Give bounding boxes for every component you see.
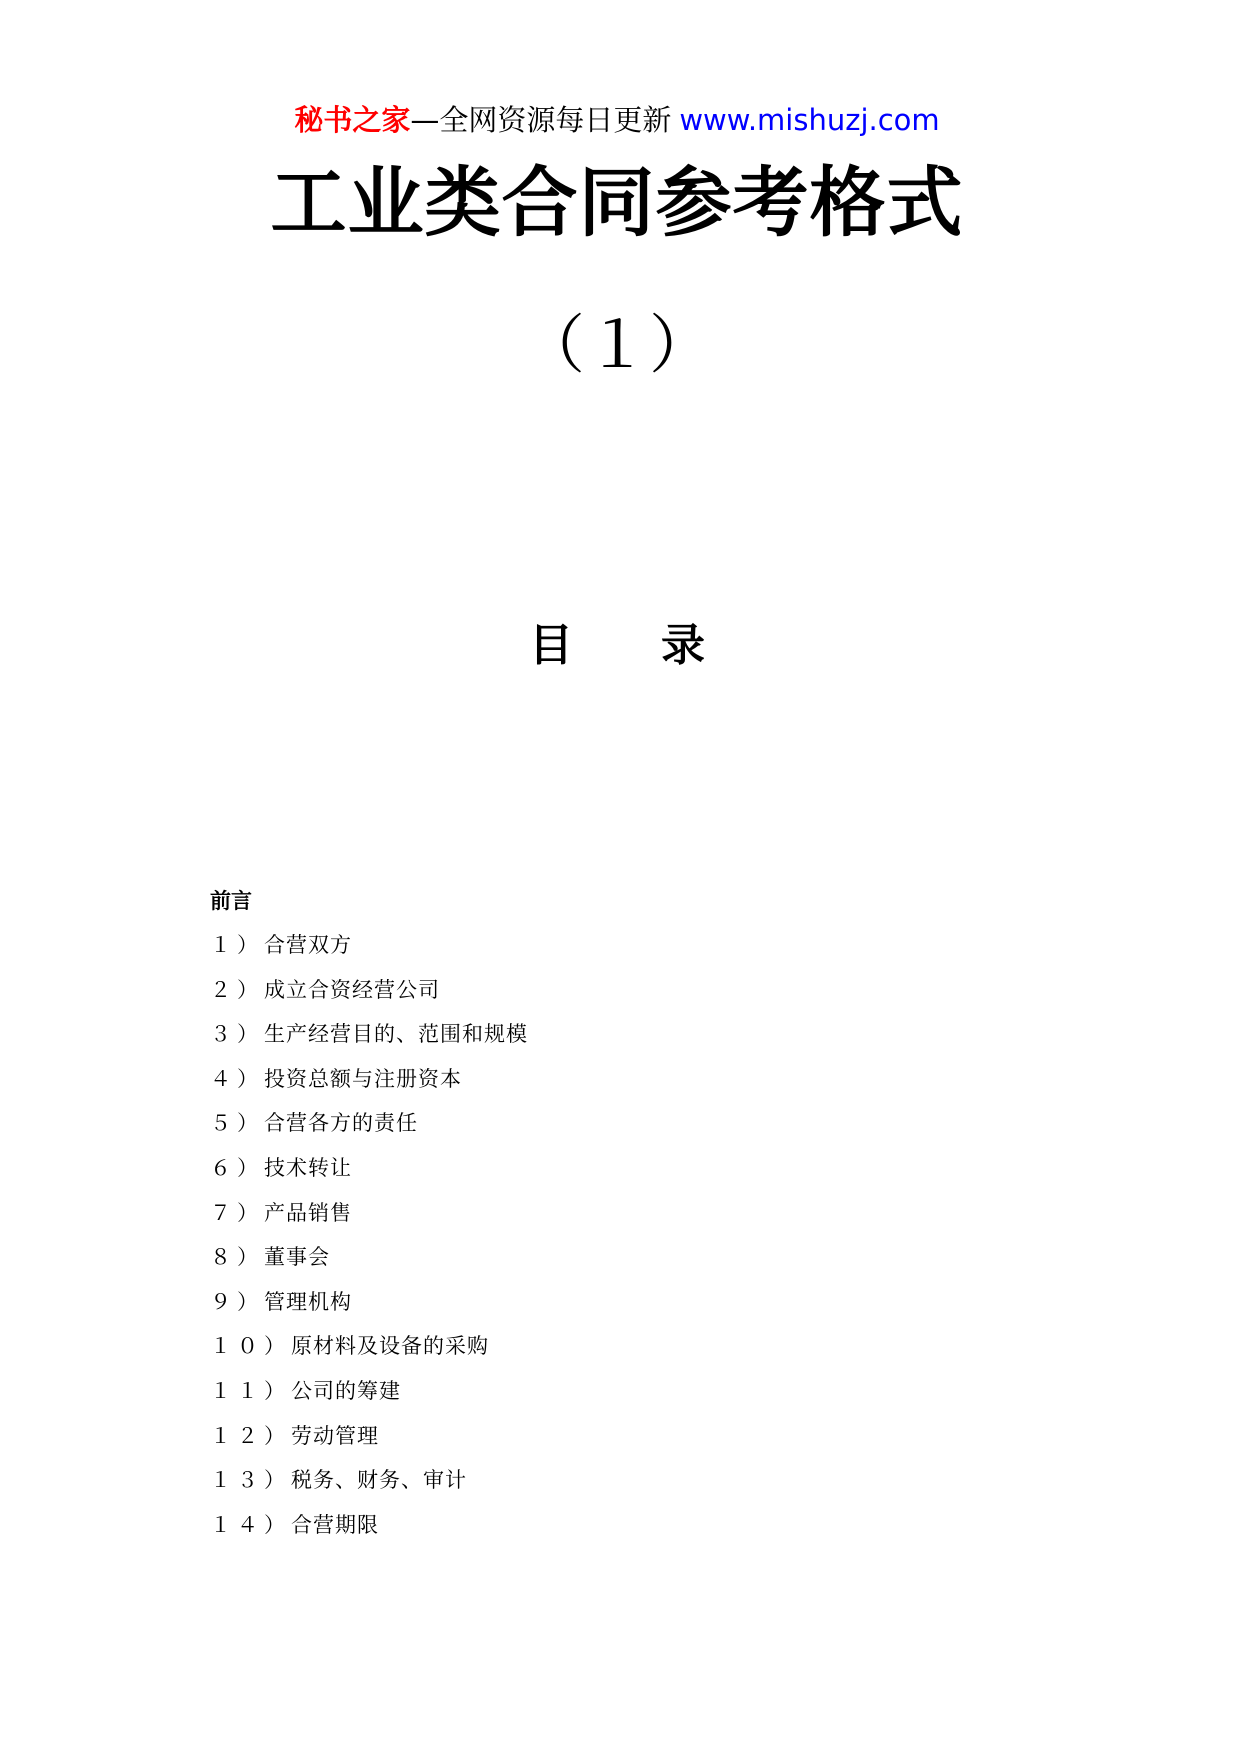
toc-item-number: １３） xyxy=(210,1468,291,1493)
toc-item-number: ５） xyxy=(210,1111,264,1136)
document-title: 工业类合同参考格式 xyxy=(270,158,964,247)
toc-item-label: 管理机构 xyxy=(264,1289,352,1314)
toc-item xyxy=(210,1421,910,1451)
site-header xyxy=(0,100,1234,140)
toc-item-number: １０） xyxy=(210,1334,291,1359)
toc-item-label: 产品销售 xyxy=(264,1200,352,1225)
toc-item-label: 投资总额与注册资本 xyxy=(264,1066,462,1091)
toc-item-number: １４） xyxy=(210,1512,291,1537)
toc-item xyxy=(210,1198,910,1228)
toc-item xyxy=(210,1510,910,1540)
toc-item-number: ７） xyxy=(210,1200,264,1225)
toc-item-label: 合营各方的责任 xyxy=(264,1111,418,1136)
toc-item-label: 成立合资经营公司 xyxy=(264,977,440,1002)
toc-item-label: 劳动管理 xyxy=(291,1423,379,1448)
toc-item xyxy=(210,1242,910,1272)
site-url-link[interactable]: www.mishuzj.com xyxy=(679,103,940,137)
toc-item xyxy=(210,930,910,960)
toc-item-number: ２） xyxy=(210,977,264,1002)
toc-heading: 目录 xyxy=(529,620,793,671)
brand-name: 秘书之家 xyxy=(294,103,411,137)
toc-item-label: 董事会 xyxy=(264,1245,330,1270)
toc-item-label: 技术转让 xyxy=(264,1155,352,1180)
toc-item-number: １） xyxy=(210,933,264,957)
toc-item-number: ９） xyxy=(210,1289,264,1314)
toc-item-label: 原材料及设备的采购 xyxy=(291,1334,489,1359)
toc-item-number: １１） xyxy=(210,1378,291,1403)
toc-item-number: ３） xyxy=(210,1022,264,1047)
toc-item xyxy=(210,1376,910,1406)
toc-item-label: 合营双方 xyxy=(264,933,352,957)
toc-item xyxy=(210,1287,910,1317)
toc-item-number: ８） xyxy=(210,1245,264,1270)
header-tagline: —全网资源每日更新 xyxy=(410,103,672,137)
toc-item-label: 合营期限 xyxy=(291,1512,379,1537)
toc-item-label: 生产经营目的、范围和规模 xyxy=(264,1022,528,1047)
document-number: （１） xyxy=(521,309,713,383)
toc-item xyxy=(210,1108,910,1138)
toc-item xyxy=(210,1465,910,1495)
toc-item-preface: 前言 xyxy=(210,889,252,913)
toc-item xyxy=(210,975,910,1005)
toc-item xyxy=(210,1331,910,1361)
toc-item-label: 公司的筹建 xyxy=(291,1378,401,1403)
toc-item xyxy=(210,1019,910,1049)
toc-item-label: 税务、财务、审计 xyxy=(291,1468,467,1493)
toc-item-number: ４） xyxy=(210,1066,264,1091)
toc-item xyxy=(210,1153,910,1183)
toc-item-number: ６） xyxy=(210,1155,264,1180)
toc-item-number: １２） xyxy=(210,1423,291,1448)
toc-item xyxy=(210,1064,910,1094)
table-of-contents xyxy=(210,886,910,1554)
